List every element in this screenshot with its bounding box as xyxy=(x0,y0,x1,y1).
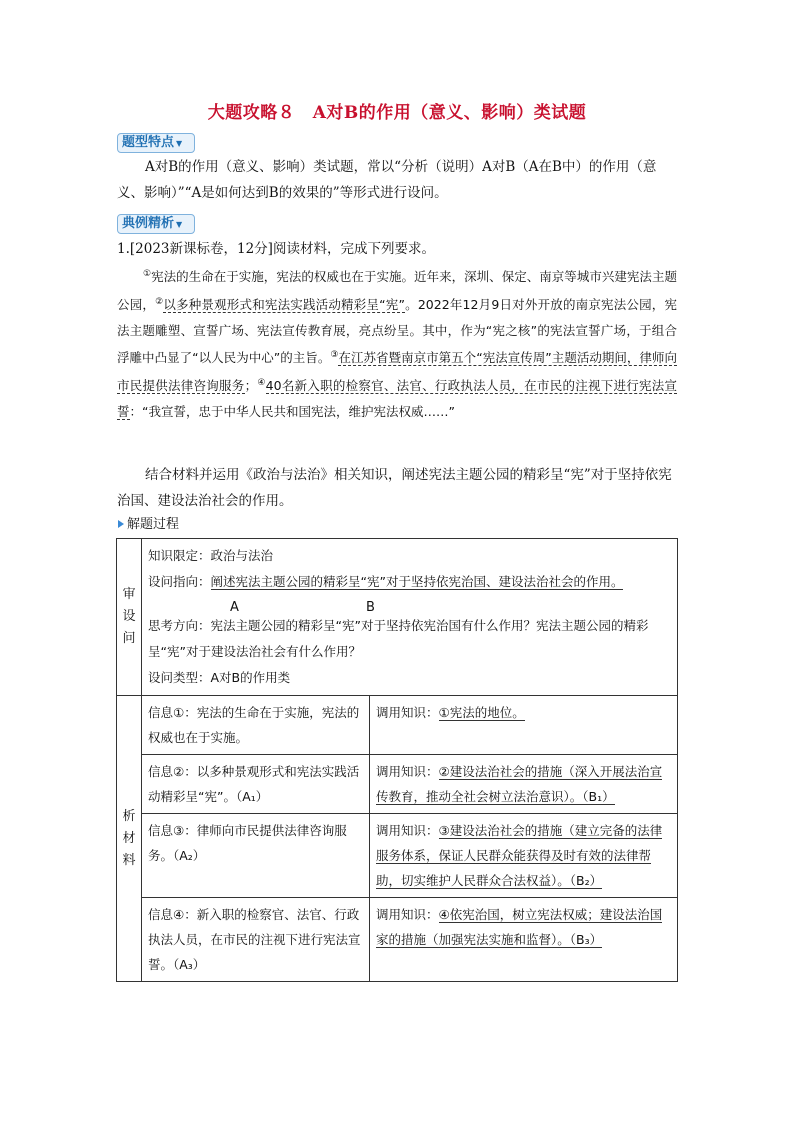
solution-table xyxy=(116,538,678,982)
side-char: 材 xyxy=(122,830,136,846)
info-cell: 信息②：以多种景观形式和宪法实践活动精彩呈“宪”。（A₁） xyxy=(142,755,370,814)
guide-text: 阐述宪法主题公园的精彩呈“宪”对于坚持依宪治国、建设法治社会的作用。 xyxy=(210,574,624,589)
material-sentence-1: 宪法的生命在于实施，宪法的权威也在于实施。 xyxy=(151,269,415,285)
material-text: ：“我宣誓，忠于中华人民共和国宪法，维护宪法权威……” xyxy=(129,403,455,419)
info-cell: 信息④：新入职的检察官、法官、行政执法人员，在市民的注视下进行宪法宣誓。（A₃） xyxy=(142,898,370,982)
circled-number: ② xyxy=(155,296,164,307)
side-char: 问 xyxy=(122,631,136,646)
process-heading xyxy=(118,513,179,532)
marker-b: B xyxy=(366,600,375,615)
tag-label: 典例精析 xyxy=(122,216,175,231)
knowledge-cell xyxy=(370,814,678,898)
question-analysis-cell xyxy=(142,539,678,696)
material-passage xyxy=(117,262,677,424)
section-tag-features xyxy=(117,133,195,153)
info-cell: 信息①：宪法的生命在于实施，宪法的权威也在于实施。 xyxy=(142,696,370,755)
side-char: 设 xyxy=(122,609,136,624)
question-text: 结合材料并运用《政治与法治》相关知识，阐述宪法主题公园的精彩呈“宪”对于坚持依宪治国、建设法治社会的作用。 xyxy=(117,467,672,509)
know-text: ②建设法治社会的措施（深入开展法治宣传教育，推动全社会树立法治意识）。（B₁） xyxy=(376,764,663,804)
material-text: 。2022年12月9日对外开放的南京宪法公园，宪法主题雕塑、宣誓广场、宪法宣传教育展，亮点纷呈。其中，作为“宪之核”的宪法宣誓广场，于组合浮雕中凸显了“以人民为中心”的主旨。 xyxy=(117,296,677,366)
knowledge-cell xyxy=(370,696,678,755)
know-label: 调用知识： xyxy=(376,907,439,922)
question-guide xyxy=(148,569,671,595)
bullet-icon xyxy=(118,520,124,528)
side-label-shen xyxy=(117,539,142,696)
know-label: 调用知识： xyxy=(376,823,439,838)
side-char: 析 xyxy=(122,808,136,824)
page-title: 大题攻略８ A对B的作用（意义、影响）类试题 xyxy=(207,103,587,123)
side-char: 料 xyxy=(122,852,136,868)
know-label: 调用知识： xyxy=(376,705,439,720)
process-label: 解题过程 xyxy=(127,517,180,532)
know-text: ③建设法治社会的措施（建立完备的法律服务体系，保证人民群众能获得及时有效的法律帮助，切实维护人民群众合法权益）。（B₂） xyxy=(376,823,663,888)
know-label: 调用知识： xyxy=(376,764,439,779)
knowledge-cell xyxy=(370,755,678,814)
marker-a: A xyxy=(230,600,239,615)
material-sentence-4: 40名新入职的检察官、法官、行政执法人员，在市民的注视下进行宪法宣誓 xyxy=(117,378,677,419)
know-text: ①宪法的地位。 xyxy=(438,705,525,720)
think-direction: 思考方向：宪法主题公园的精彩呈“宪”对于坚持依宪治国有什么作用？宪法主题公园的精彩呈“宪”对于建设法治社会有什么作用？ xyxy=(148,618,649,659)
material-text: ； xyxy=(244,378,258,393)
info-cell: 信息③：律师向市民提供法律咨询服务。（A₂） xyxy=(142,814,370,898)
material-sentence-2: 以多种景观形式和宪法实践活动精彩呈“宪” xyxy=(163,296,405,312)
material-sentence-3: 在江苏省暨南京市第五个“宪法宣传周”主题活动期间，律师向市民提供法律咨询服务 xyxy=(117,350,678,393)
circled-number: ① xyxy=(143,269,152,279)
material-text: 近年来，深圳、保定、南京等城市兴建宪法主题公园， xyxy=(117,269,677,312)
knowledge-limit: 知识限定：政治与法治 xyxy=(148,548,274,563)
question-type: 设问类型：A对B的作用类 xyxy=(148,670,291,685)
circled-number: ③ xyxy=(330,350,339,361)
side-label-xi xyxy=(117,696,142,982)
guide-label: 设问指向： xyxy=(148,574,211,589)
triangle-icon: ▼ xyxy=(176,138,183,148)
side-char: 审 xyxy=(122,587,136,602)
know-text: ④依宪治国，树立宪法权威；建设法治国家的措施（加强宪法实施和监督）。（B₃） xyxy=(376,907,663,947)
intro-paragraph: A对B的作用（意义、影响）类试题，常以“分析（说明）A对B（A在B中）的作用（意义、影响）”“A是如何达到B的效果的”等形式进行设问。 xyxy=(117,159,657,201)
question-head: 1.[2023新课标卷，12分]阅读材料，完成下列要求。 xyxy=(117,241,435,257)
section-tag-example xyxy=(117,214,195,234)
circled-number: ④ xyxy=(257,377,266,388)
tag-label: 题型特点 xyxy=(122,135,175,150)
ab-markers xyxy=(148,595,671,613)
knowledge-cell xyxy=(370,898,678,982)
triangle-icon: ▼ xyxy=(176,219,183,229)
